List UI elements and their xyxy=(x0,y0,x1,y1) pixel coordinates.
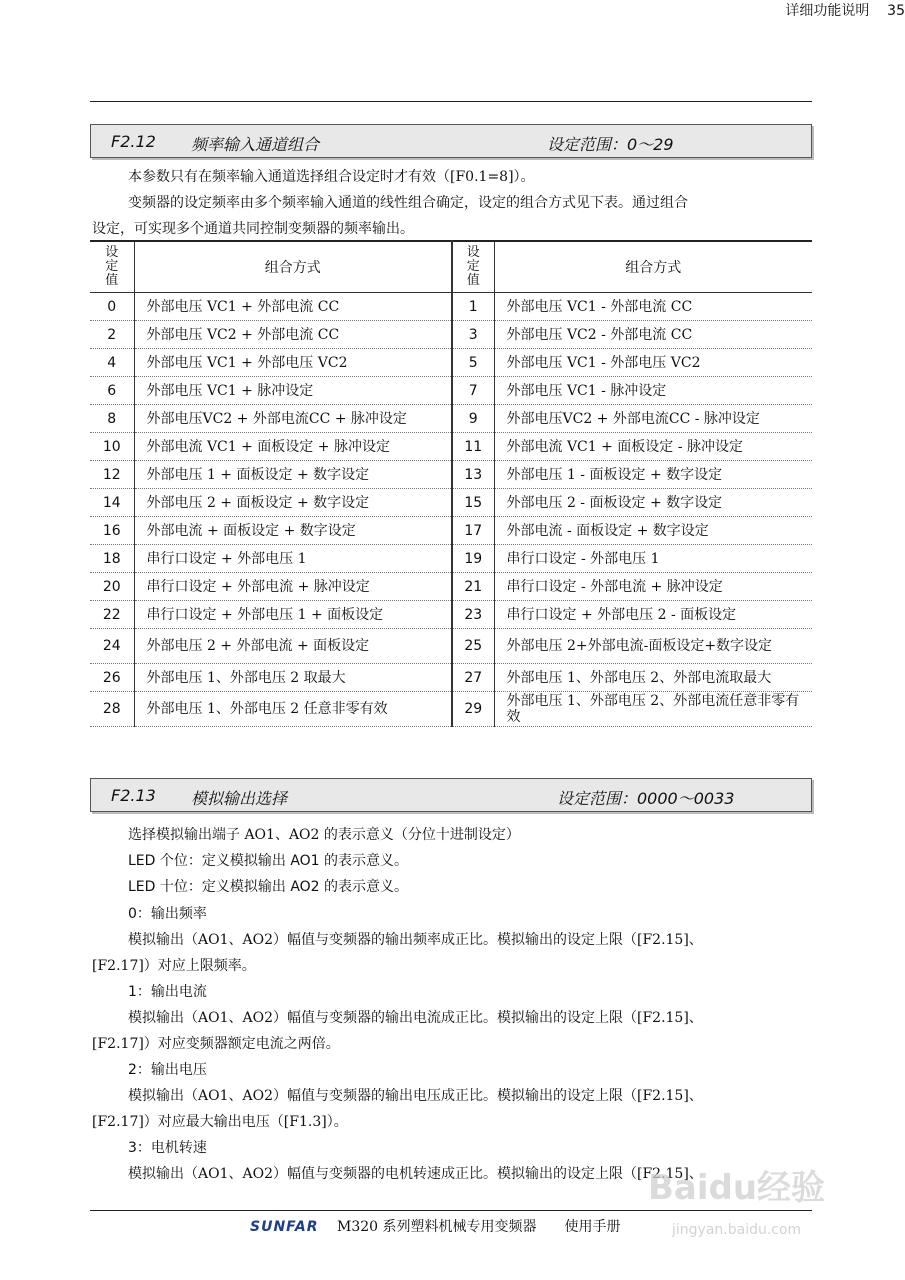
combination-mode: 串行口设定 - 外部电流 + 脉冲设定 xyxy=(494,573,812,601)
setting-value: 18 xyxy=(90,545,134,573)
header-rule xyxy=(90,101,812,102)
section-f212-header xyxy=(90,124,812,158)
table-row xyxy=(90,349,812,377)
combination-mode: 外部电流 VC1 + 面板设定 + 脉冲设定 xyxy=(134,433,452,461)
setting-value: 3 xyxy=(452,321,494,349)
combination-mode: 外部电压 2+外部电流-面板设定+数字设定 xyxy=(494,629,812,664)
combination-mode: 外部电压 VC2 - 外部电流 CC xyxy=(494,321,812,349)
combination-mode: 外部电压 VC1 - 脉冲设定 xyxy=(494,377,812,405)
setting-value: 8 xyxy=(90,405,134,433)
sunfar-logo: SUNFAR xyxy=(250,1219,319,1235)
f213-range: 设定范围：0000～0033 xyxy=(557,789,735,808)
setting-value: 14 xyxy=(90,489,134,517)
setting-value: 2 xyxy=(90,321,134,349)
setting-value: 4 xyxy=(90,349,134,377)
option-1-heading: 1：输出电流 xyxy=(128,984,207,1000)
setting-value: 16 xyxy=(90,517,134,545)
combination-mode: 外部电压 2 + 外部电流 + 面板设定 xyxy=(134,629,452,664)
setting-value: 24 xyxy=(90,629,134,664)
combination-mode: 外部电压VC2 + 外部电流CC - 脉冲设定 xyxy=(494,405,812,433)
combination-mode: 外部电压 VC2 + 外部电流 CC xyxy=(134,321,452,349)
setting-value: 1 xyxy=(452,293,494,321)
col-header-setting-left: 设定值 xyxy=(90,241,134,293)
f213-line-3: LED 十位：定义模拟输出 AO2 的表示意义。 xyxy=(128,879,409,895)
setting-value: 6 xyxy=(90,377,134,405)
combination-mode: 外部电压 1 + 面板设定 + 数字设定 xyxy=(134,461,452,489)
setting-value: 11 xyxy=(452,433,494,461)
table-row xyxy=(90,692,812,727)
setting-value: 27 xyxy=(452,664,494,692)
combination-mode: 串行口设定 - 外部电压 1 xyxy=(494,545,812,573)
table-row xyxy=(90,461,812,489)
table-row xyxy=(90,489,812,517)
setting-value: 19 xyxy=(452,545,494,573)
combination-mode: 外部电流 + 面板设定 + 数字设定 xyxy=(134,517,452,545)
table-row xyxy=(90,517,812,545)
col-header-setting-right: 设定值 xyxy=(452,241,494,293)
table-row xyxy=(90,405,812,433)
table-row xyxy=(90,629,812,664)
setting-value: 28 xyxy=(90,692,134,727)
table-row xyxy=(90,545,812,573)
f213-line-2: LED 个位：定义模拟输出 AO1 的表示意义。 xyxy=(128,853,409,869)
f212-intro-1: 本参数只有在频率输入通道选择组合设定时才有效（[F0.1=8]）。 xyxy=(128,169,535,185)
combination-mode: 外部电压 2 + 面板设定 + 数字设定 xyxy=(134,489,452,517)
f213-title: 模拟输出选择 xyxy=(191,789,288,808)
f212-title: 频率输入通道组合 xyxy=(191,135,320,154)
combination-mode: 外部电压 VC1 + 外部电流 CC xyxy=(134,293,452,321)
setting-value: 9 xyxy=(452,405,494,433)
combination-mode: 外部电流 VC1 + 面板设定 - 脉冲设定 xyxy=(494,433,812,461)
table-row xyxy=(90,601,812,629)
table-row xyxy=(90,293,812,321)
setting-value: 12 xyxy=(90,461,134,489)
footer-title: M320 系列塑料机械专用变频器 使用手册 xyxy=(337,1219,621,1235)
setting-value: 10 xyxy=(90,433,134,461)
combination-mode: 串行口设定 + 外部电压 1 + 面板设定 xyxy=(134,601,452,629)
page-footer xyxy=(250,1216,621,1236)
setting-value: 26 xyxy=(90,664,134,692)
option-2-heading: 2：输出电压 xyxy=(128,1062,207,1078)
col-header-mode-left: 组合方式 xyxy=(134,241,452,293)
combination-table xyxy=(90,240,812,727)
combination-mode: 外部电压 1、外部电压 2、外部电流取最大 xyxy=(494,664,812,692)
f213-code: F2.13 xyxy=(111,786,156,805)
combination-mode: 外部电流 - 面板设定 + 数字设定 xyxy=(494,517,812,545)
setting-value: 17 xyxy=(452,517,494,545)
option-2-desc-b: [F2.17]）对应最大输出电压（[F1.3]）。 xyxy=(92,1114,348,1130)
combination-mode: 串行口设定 + 外部电压 2 - 面板设定 xyxy=(494,601,812,629)
setting-value: 0 xyxy=(90,293,134,321)
option-1-desc-a: 模拟输出（AO1、AO2）幅值与变频器的输出电流成正比。模拟输出的设定上限（[F2.15]、 xyxy=(128,1010,703,1026)
setting-value: 7 xyxy=(452,377,494,405)
combination-mode: 外部电压 VC1 - 外部电压 VC2 xyxy=(494,349,812,377)
table-row xyxy=(90,321,812,349)
option-3-heading: 3：电机转速 xyxy=(128,1140,207,1156)
f213-line-1: 选择模拟输出端子 AO1、AO2 的表示意义（分位十进制设定） xyxy=(128,827,520,843)
setting-value: 23 xyxy=(452,601,494,629)
baidu-watermark: Baidu经验 xyxy=(648,1168,826,1208)
f212-intro-2a: 变频器的设定频率由多个频率输入通道的线性组合确定，设定的组合方式见下表。通过组合 xyxy=(128,195,688,211)
setting-value: 5 xyxy=(452,349,494,377)
section-f213-header xyxy=(90,778,812,812)
option-2-desc-a: 模拟输出（AO1、AO2）幅值与变频器的输出电压成正比。模拟输出的设定上限（[F2.15]、 xyxy=(128,1088,703,1104)
combination-mode: 外部电压 1、外部电压 2 取最大 xyxy=(134,664,452,692)
table-row xyxy=(90,377,812,405)
setting-value: 29 xyxy=(452,692,494,727)
option-0-desc-b: [F2.17]）对应上限频率。 xyxy=(92,958,256,974)
page-number: 35 xyxy=(887,3,905,19)
combination-mode: 外部电压VC2 + 外部电流CC + 脉冲设定 xyxy=(134,405,452,433)
setting-value: 13 xyxy=(452,461,494,489)
setting-value: 22 xyxy=(90,601,134,629)
table-row xyxy=(90,433,812,461)
option-0-desc-a: 模拟输出（AO1、AO2）幅值与变频器的输出频率成正比。模拟输出的设定上限（[F2.15]、 xyxy=(128,932,703,948)
table-row xyxy=(90,573,812,601)
setting-value: 20 xyxy=(90,573,134,601)
footer-rule xyxy=(90,1210,812,1211)
option-3-desc-a: 模拟输出（AO1、AO2）幅值与变频器的电机转速成正比。模拟输出的设定上限（[F2.15]、 xyxy=(128,1166,703,1182)
combination-mode: 串行口设定 + 外部电压 1 xyxy=(134,545,452,573)
header-section-title: 详细功能说明 xyxy=(785,3,870,19)
combination-mode: 外部电压 VC1 + 脉冲设定 xyxy=(134,377,452,405)
f212-code: F2.12 xyxy=(111,132,156,151)
setting-value: 25 xyxy=(452,629,494,664)
combination-mode: 外部电压 VC1 - 外部电流 CC xyxy=(494,293,812,321)
combination-mode: 外部电压 1、外部电压 2 任意非零有效 xyxy=(134,692,452,727)
baidu-watermark-url: jingyan.baidu.com xyxy=(672,1222,802,1238)
table-row xyxy=(90,664,812,692)
combination-mode: 外部电压 1 - 面板设定 + 数字设定 xyxy=(494,461,812,489)
option-0-heading: 0：输出频率 xyxy=(128,906,207,922)
setting-value: 15 xyxy=(452,489,494,517)
f212-range: 设定范围：0～29 xyxy=(547,135,674,154)
option-1-desc-b: [F2.17]）对应变频器额定电流之两倍。 xyxy=(92,1036,340,1052)
setting-value: 21 xyxy=(452,573,494,601)
f212-intro-2b: 设定，可实现多个通道共同控制变频器的频率输出。 xyxy=(92,221,414,237)
combination-mode: 外部电压 VC1 + 外部电压 VC2 xyxy=(134,349,452,377)
combination-mode: 串行口设定 + 外部电流 + 脉冲设定 xyxy=(134,573,452,601)
combination-mode: 外部电压 2 - 面板设定 + 数字设定 xyxy=(494,489,812,517)
col-header-mode-right: 组合方式 xyxy=(494,241,812,293)
combination-mode: 外部电压 1、外部电压 2、外部电流任意非零有效 xyxy=(494,692,812,727)
running-header xyxy=(0,0,905,22)
